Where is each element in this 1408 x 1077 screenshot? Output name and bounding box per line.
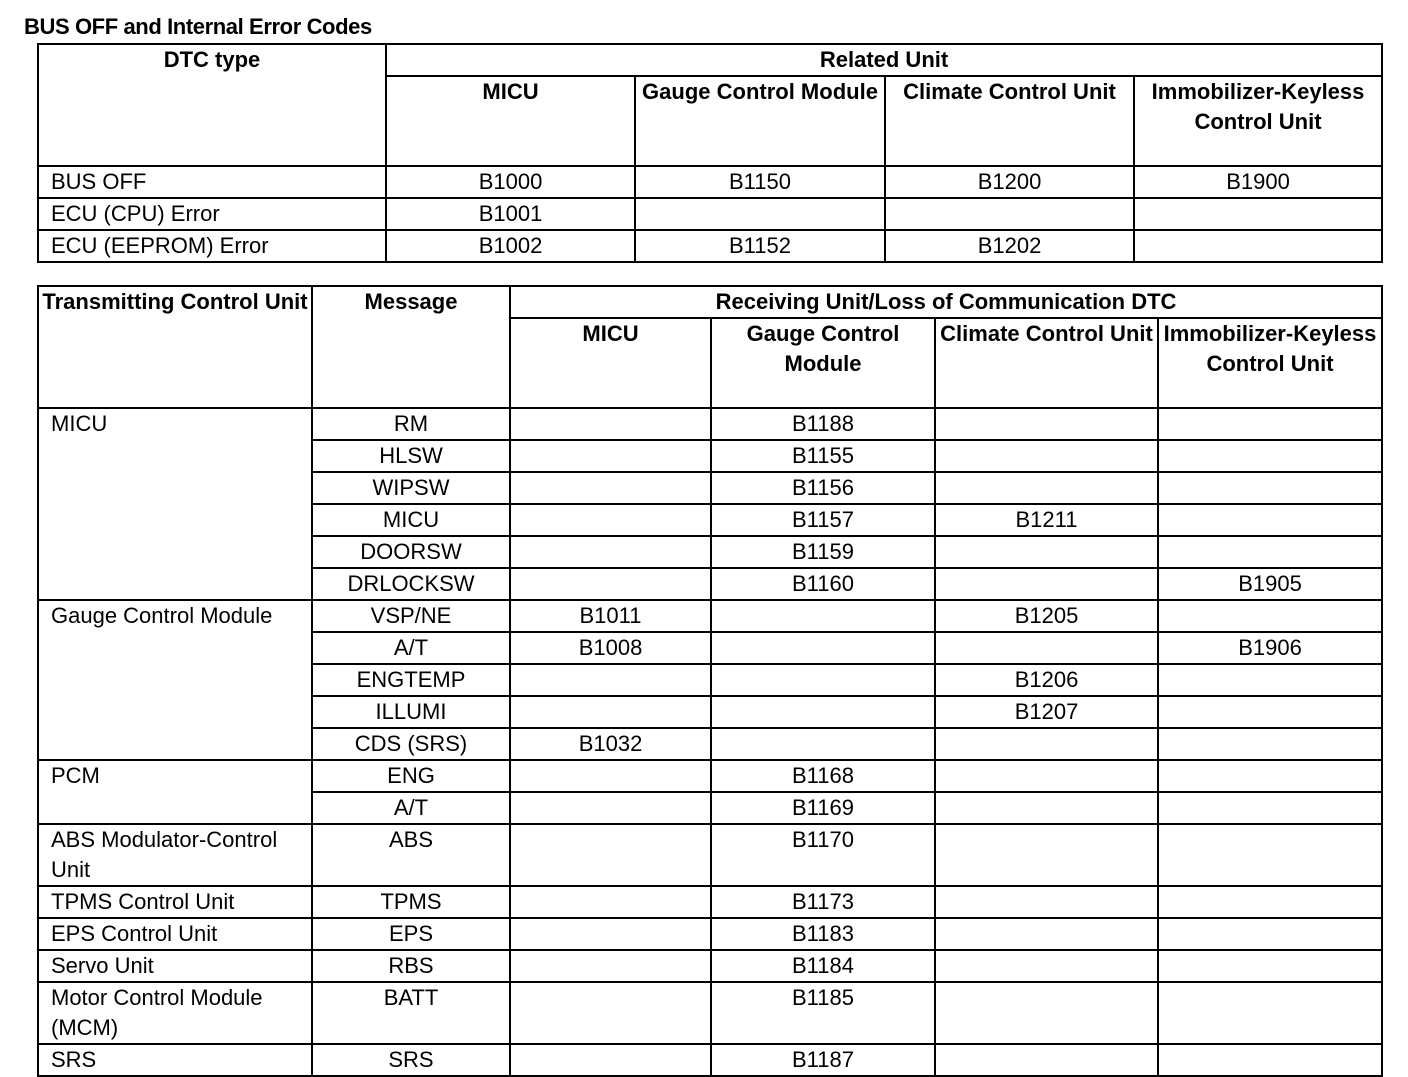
dtc-code-cell: B1000: [386, 166, 635, 198]
dtc-code-cell: [510, 1044, 711, 1076]
dtc-code-cell: B1159: [711, 536, 935, 568]
dtc-code-cell: [510, 760, 711, 792]
table-row: [38, 760, 1382, 792]
message-cell: ENG: [312, 760, 510, 792]
dtc-code-cell: [510, 408, 711, 440]
message-cell: DRLOCKSW: [312, 568, 510, 600]
transmitting-unit-cell: ABS Modulator-Control Unit: [38, 824, 312, 886]
header-unit: MICU: [386, 76, 635, 166]
dtc-code-cell: [510, 440, 711, 472]
header-unit: MICU: [510, 318, 711, 408]
message-cell: ABS: [312, 824, 510, 886]
dtc-code-cell: B1157: [711, 504, 935, 536]
table-row: [38, 886, 1382, 918]
dtc-code-cell: B1150: [635, 166, 885, 198]
dtc-code-cell: [935, 824, 1158, 886]
dtc-code-cell: [935, 440, 1158, 472]
dtc-code-cell: [935, 472, 1158, 504]
table-row: [38, 982, 1382, 1044]
dtc-code-cell: B1211: [935, 504, 1158, 536]
dtc-code-cell: [711, 696, 935, 728]
header-unit: Gauge Control Module: [635, 76, 885, 166]
page-title: BUS OFF and Internal Error Codes: [24, 14, 372, 39]
dtc-code-cell: B1206: [935, 664, 1158, 696]
header-message: Message: [312, 286, 510, 408]
bus-off-error-table: [37, 43, 1383, 263]
table-row: [38, 824, 1382, 886]
communication-dtc-table: [37, 285, 1383, 1077]
dtc-code-cell: [1158, 760, 1382, 792]
dtc-code-cell: [510, 696, 711, 728]
transmitting-unit-cell: Servo Unit: [38, 950, 312, 982]
dtc-code-cell: [711, 632, 935, 664]
dtc-code-cell: [935, 568, 1158, 600]
dtc-code-cell: [510, 504, 711, 536]
message-cell: CDS (SRS): [312, 728, 510, 760]
dtc-code-cell: B1152: [635, 230, 885, 262]
header-related-unit: Related Unit: [386, 44, 1382, 76]
header-unit: Immobilizer-Keyless Control Unit: [1158, 318, 1382, 408]
dtc-code-cell: B1205: [935, 600, 1158, 632]
header-dtc-type: DTC type: [38, 44, 386, 166]
dtc-code-cell: [510, 982, 711, 1044]
dtc-code-cell: B1183: [711, 918, 935, 950]
header-unit: Climate Control Unit: [885, 76, 1134, 166]
message-cell: TPMS: [312, 886, 510, 918]
dtc-code-cell: B1906: [1158, 632, 1382, 664]
dtc-code-cell: B1001: [386, 198, 635, 230]
dtc-code-cell: [935, 632, 1158, 664]
table-row: [38, 1044, 1382, 1076]
header-unit: Immobilizer-Keyless Control Unit: [1134, 76, 1382, 166]
dtc-code-cell: [1134, 198, 1382, 230]
dtc-code-cell: [935, 982, 1158, 1044]
dtc-code-cell: [510, 536, 711, 568]
message-cell: DOORSW: [312, 536, 510, 568]
dtc-code-cell: [510, 472, 711, 504]
transmitting-unit-cell: MICU: [38, 408, 312, 600]
table-row: [38, 408, 1382, 440]
dtc-code-cell: B1173: [711, 886, 935, 918]
dtc-code-cell: [1158, 696, 1382, 728]
message-cell: HLSW: [312, 440, 510, 472]
message-cell: RBS: [312, 950, 510, 982]
dtc-code-cell: [885, 198, 1134, 230]
dtc-code-cell: [1158, 950, 1382, 982]
dtc-code-cell: [935, 950, 1158, 982]
header-unit: Gauge Control Module: [711, 318, 935, 408]
dtc-code-cell: B1008: [510, 632, 711, 664]
dtc-code-cell: [1158, 728, 1382, 760]
dtc-code-cell: B1207: [935, 696, 1158, 728]
dtc-type-cell: BUS OFF: [38, 166, 386, 198]
dtc-code-cell: B1188: [711, 408, 935, 440]
transmitting-unit-cell: EPS Control Unit: [38, 918, 312, 950]
dtc-code-cell: B1200: [885, 166, 1134, 198]
dtc-code-cell: [510, 918, 711, 950]
dtc-code-cell: [935, 886, 1158, 918]
transmitting-unit-cell: Motor Control Module (MCM): [38, 982, 312, 1044]
dtc-code-cell: [935, 918, 1158, 950]
dtc-code-cell: B1011: [510, 600, 711, 632]
transmitting-unit-cell: Gauge Control Module: [38, 600, 312, 760]
dtc-code-cell: [1158, 504, 1382, 536]
dtc-code-cell: [1158, 1044, 1382, 1076]
transmitting-unit-cell: TPMS Control Unit: [38, 886, 312, 918]
dtc-code-cell: [510, 886, 711, 918]
dtc-code-cell: B1170: [711, 824, 935, 886]
dtc-code-cell: [510, 792, 711, 824]
dtc-code-cell: [935, 408, 1158, 440]
message-cell: A/T: [312, 632, 510, 664]
dtc-code-cell: [635, 198, 885, 230]
dtc-type-cell: ECU (CPU) Error: [38, 198, 386, 230]
dtc-code-cell: B1185: [711, 982, 935, 1044]
dtc-code-cell: [1158, 824, 1382, 886]
dtc-code-cell: B1187: [711, 1044, 935, 1076]
dtc-type-cell: ECU (EEPROM) Error: [38, 230, 386, 262]
message-cell: BATT: [312, 982, 510, 1044]
dtc-code-cell: B1160: [711, 568, 935, 600]
dtc-code-cell: B1168: [711, 760, 935, 792]
dtc-code-cell: [1158, 982, 1382, 1044]
dtc-code-cell: B1202: [885, 230, 1134, 262]
message-cell: ENGTEMP: [312, 664, 510, 696]
dtc-code-cell: [935, 536, 1158, 568]
table-row: [38, 918, 1382, 950]
message-cell: VSP/NE: [312, 600, 510, 632]
transmitting-unit-cell: SRS: [38, 1044, 312, 1076]
header-unit: Climate Control Unit: [935, 318, 1158, 408]
message-cell: RM: [312, 408, 510, 440]
dtc-code-cell: [1158, 600, 1382, 632]
dtc-code-cell: B1905: [1158, 568, 1382, 600]
dtc-code-cell: [711, 664, 935, 696]
message-cell: MICU: [312, 504, 510, 536]
dtc-code-cell: [510, 568, 711, 600]
message-cell: A/T: [312, 792, 510, 824]
dtc-code-cell: [1134, 230, 1382, 262]
dtc-code-cell: [1158, 440, 1382, 472]
dtc-code-cell: [935, 728, 1158, 760]
dtc-code-cell: B1900: [1134, 166, 1382, 198]
dtc-code-cell: B1032: [510, 728, 711, 760]
dtc-code-cell: [510, 824, 711, 886]
message-cell: WIPSW: [312, 472, 510, 504]
message-cell: EPS: [312, 918, 510, 950]
dtc-code-cell: [1158, 472, 1382, 504]
dtc-code-cell: [935, 1044, 1158, 1076]
dtc-code-cell: [935, 760, 1158, 792]
table-row: [38, 198, 1382, 230]
dtc-code-cell: [510, 950, 711, 982]
table-row: [38, 950, 1382, 982]
dtc-code-cell: [711, 600, 935, 632]
dtc-code-cell: B1156: [711, 472, 935, 504]
message-cell: ILLUMI: [312, 696, 510, 728]
dtc-code-cell: [935, 792, 1158, 824]
dtc-code-cell: B1184: [711, 950, 935, 982]
header-receiving-unit: Receiving Unit/Loss of Communication DTC: [510, 286, 1382, 318]
table-row: [38, 230, 1382, 262]
table-row: [38, 600, 1382, 632]
dtc-code-cell: B1169: [711, 792, 935, 824]
dtc-code-cell: [1158, 664, 1382, 696]
dtc-code-cell: [711, 728, 935, 760]
dtc-code-cell: B1002: [386, 230, 635, 262]
dtc-code-cell: [510, 664, 711, 696]
dtc-code-cell: [1158, 886, 1382, 918]
message-cell: SRS: [312, 1044, 510, 1076]
transmitting-unit-cell: PCM: [38, 760, 312, 824]
dtc-code-cell: [1158, 792, 1382, 824]
table-row: [38, 166, 1382, 198]
dtc-code-cell: [1158, 408, 1382, 440]
dtc-code-cell: [1158, 536, 1382, 568]
header-transmitting-unit: Transmitting Control Unit: [38, 286, 312, 408]
dtc-code-cell: [1158, 918, 1382, 950]
dtc-code-cell: B1155: [711, 440, 935, 472]
